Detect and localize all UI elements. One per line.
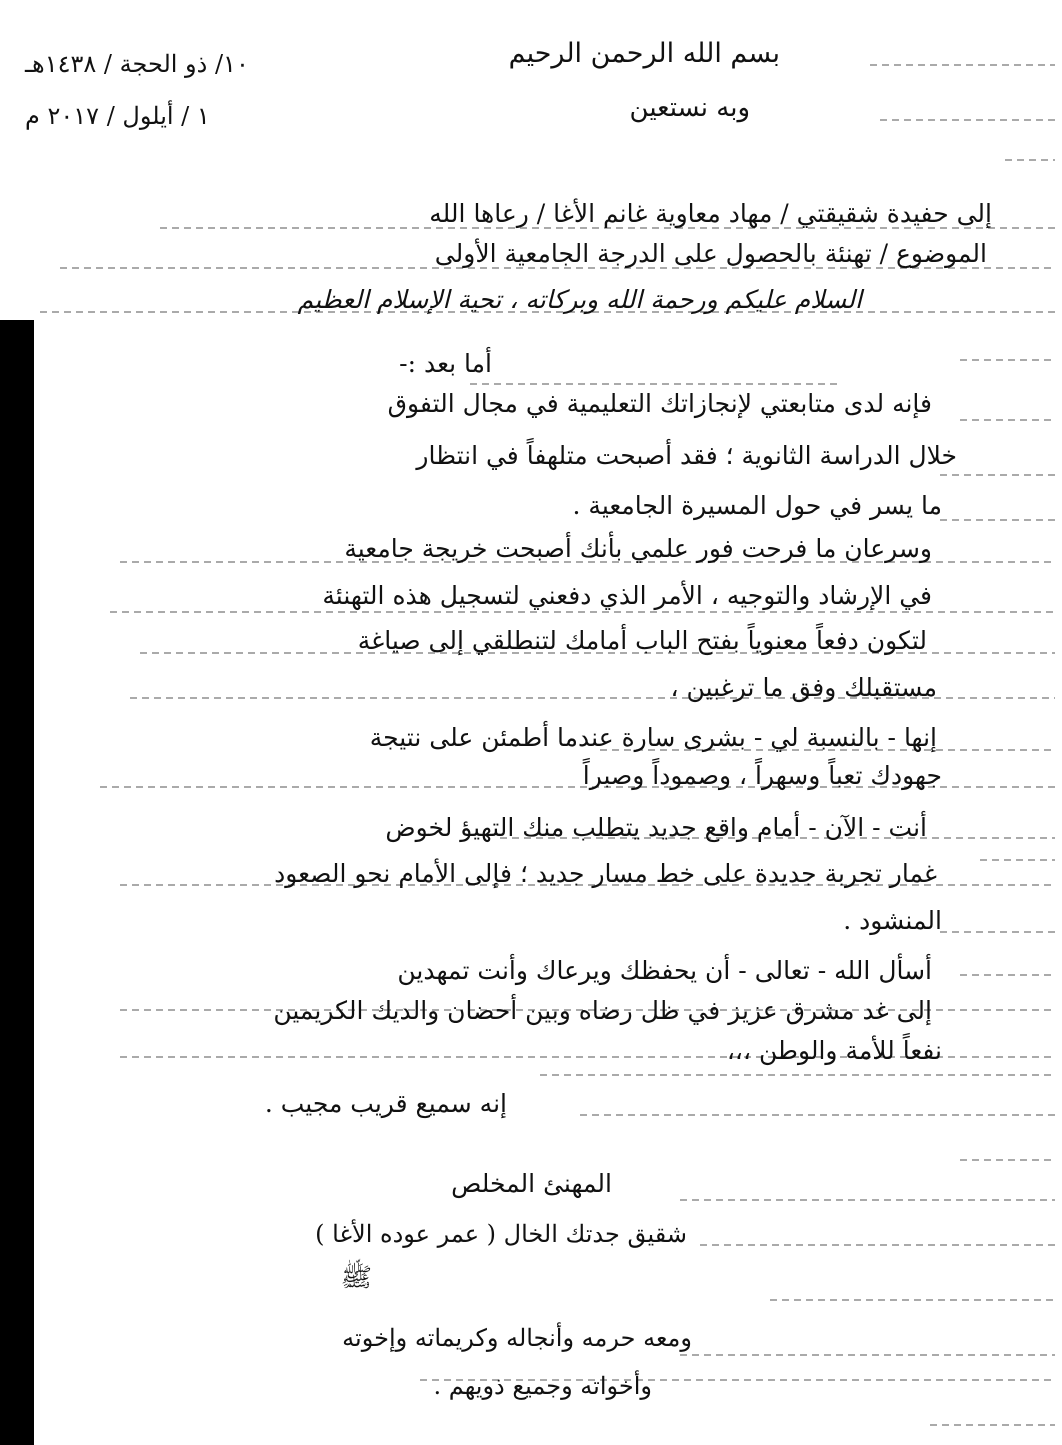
body-line: خلال الدراسة الثانوية ؛ فقد أصبحت متلهفاً في انتظار [416, 441, 957, 470]
body-line: إلى غد مشرق عزيز في ظل رضاه وبين أحضان والديك الكريمين [273, 996, 932, 1025]
date-gregorian: ١ / أيلول / ٢٠١٧ م [25, 102, 210, 130]
opening-line: أما بعد :- [399, 349, 492, 378]
body-line: جهودك تعباً وسهراً ، وصموداً وصبراً [582, 761, 942, 790]
basmala: بسم الله الرحمن الرحيم [508, 38, 780, 69]
body-line: فإنه لدى متابعتي لإنجازاتك التعليمية في مجال التفوق [387, 389, 932, 418]
family-line-2: وأخواته وجميع ذويهم . [433, 1372, 652, 1400]
greeting-line: السلام عليكم ورحمة الله وبركاته ، تحية الإسلام العظيم [297, 285, 862, 314]
closing-line: المهنئ المخلص [451, 1169, 612, 1198]
body-line: إنها - بالنسبة لي - بشرى سارة عندما أطمئن على نتيجة [369, 723, 937, 752]
subject-line: الموضوع / تهنئة بالحصول على الدرجة الجامعية الأولى [434, 239, 987, 268]
recipient-line: إلى حفيدة شقيقتي / مهاد معاوية غانم الأغا / رعاها الله [429, 199, 992, 228]
body-line: نفعاً للأمة والوطن ،،، [726, 1036, 942, 1065]
istiana: وبه نستعين [629, 93, 750, 123]
date-hijri: ١٠/ ذو الحجة / ١٤٣٨هـ [25, 50, 249, 78]
family-line-1: ومعه حرمه وأنجاله وكريماته وإخوته [342, 1324, 692, 1352]
signature-mark: ﷺ [340, 1263, 372, 1293]
body-line: في الإرشاد والتوجيه ، الأمر الذي دفعني لتسجيل هذه التهنئة [322, 581, 932, 610]
body-line: غمار تجربة جديدة على خط مسار جديد ؛ فإلى الأمام نحو الصعود [274, 859, 937, 888]
body-line: إنه سميع قريب مجيب . [264, 1089, 507, 1118]
body-line: أسأل الله - تعالى - أن يحفظك ويرعاك وأنت تمهدين [397, 956, 932, 985]
sender-line: شقيق جدتك الخال ( عمر عوده الأغا ) [315, 1220, 687, 1248]
body-line: ما يسر في حول المسيرة الجامعية . [572, 491, 942, 520]
body-line: المنشود . [843, 906, 942, 935]
body-line: مستقبلك وفق ما ترغبين ، [670, 673, 937, 702]
body-line: أنت - الآن - أمام واقع جديد يتطلب منك التهيؤ لخوض [385, 813, 927, 842]
body-line: لتكون دفعاً معنوياً بفتح الباب أمامك لتنطلقي إلى صياغة [357, 626, 927, 655]
body-line: وسرعان ما فرحت فور علمي بأنك أصبحت خريجة جامعية [344, 534, 932, 563]
